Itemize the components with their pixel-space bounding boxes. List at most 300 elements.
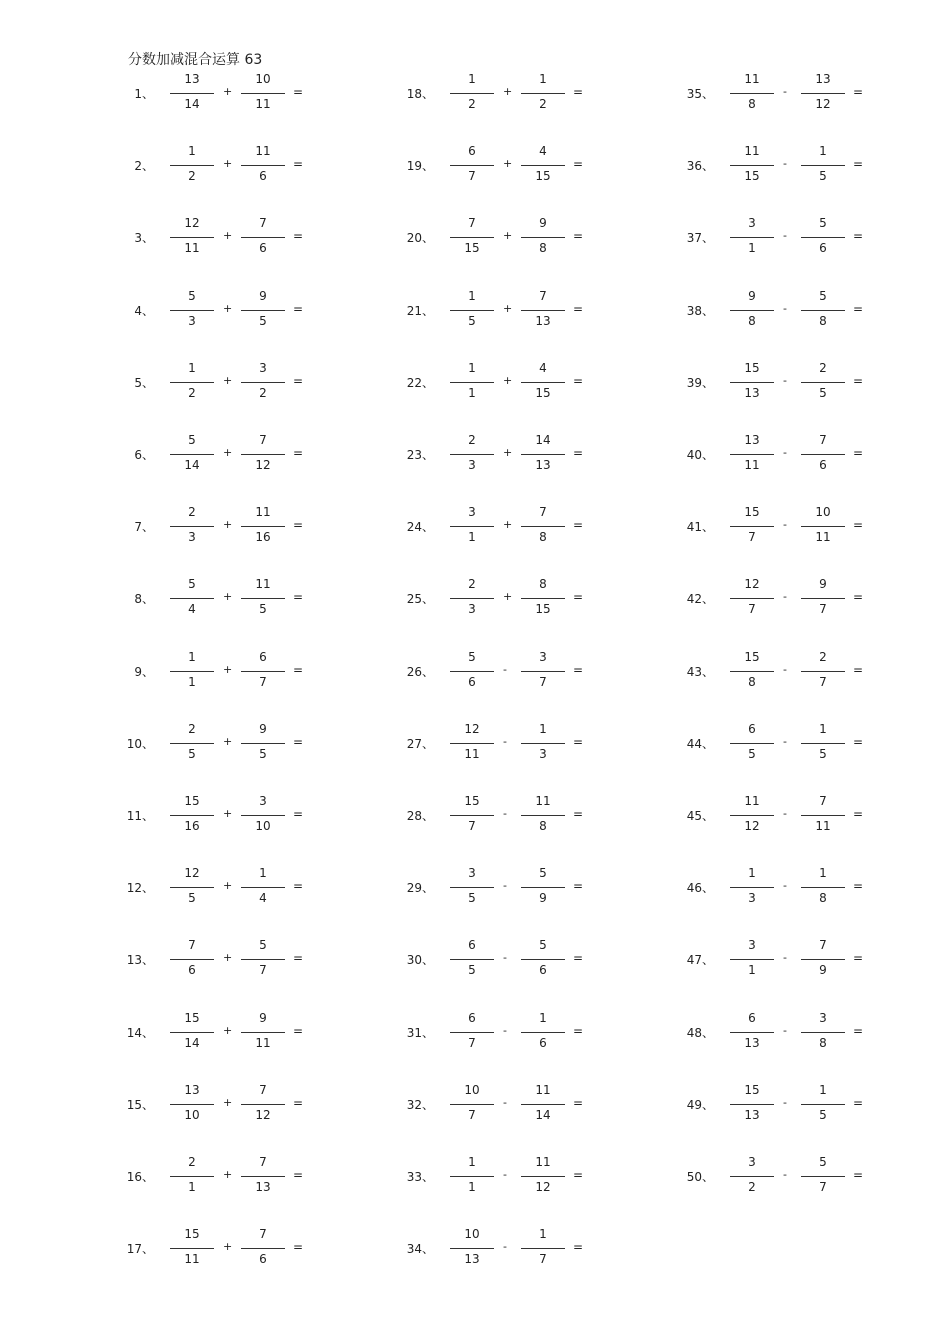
operator-sign: + [503,229,513,243]
denominator: 1 [468,530,476,545]
equals-sign: = [293,1168,304,1182]
numerator: 7 [188,938,196,953]
first-fraction [170,1155,214,1198]
first-fraction [170,360,214,404]
denominator: 10 [255,819,271,833]
equals-sign: = [573,1023,584,1038]
operator-sign: + [503,518,513,532]
denominator: 11 [464,746,480,761]
fraction-bar [801,1176,845,1177]
first-fraction [730,288,774,332]
denominator: 6 [259,241,267,256]
equals-sign: = [293,301,304,316]
second-fraction [521,433,565,476]
denominator: 9 [819,963,827,978]
numerator: 12 [464,721,480,736]
problem-row [126,1010,310,1054]
second-fraction [521,288,565,332]
fraction-bar [241,1248,285,1249]
denominator: 6 [819,241,827,256]
problem-row [406,360,590,404]
numerator: 11 [535,794,551,808]
numerator: 11 [535,1155,551,1169]
denominator: 5 [819,746,827,761]
numerator: 15 [184,794,200,808]
equals-sign: = [853,157,864,172]
denominator: 6 [259,169,267,184]
equals-sign: = [853,85,864,99]
numerator: 3 [748,1155,756,1169]
fraction-bar [170,310,214,311]
operator-sign: - [503,1168,507,1181]
fraction-bar [521,743,565,744]
numerator: 12 [184,216,200,231]
numerator: 3 [468,505,476,520]
denominator: 5 [259,602,267,617]
second-fraction [801,144,845,187]
denominator: 1 [188,1180,196,1194]
problem-number: 16、 [126,1170,154,1184]
problem-number: 22、 [406,375,434,390]
numerator: 7 [259,216,267,231]
operator-sign: - [783,446,787,459]
equals-sign: = [573,1095,584,1110]
fraction-bar [450,815,494,816]
denominator: 5 [748,746,756,761]
fraction-bar [730,1176,774,1177]
denominator: 7 [819,674,827,689]
numerator: 3 [468,866,476,881]
problem-row [126,1082,310,1126]
numerator: 6 [468,938,476,953]
equals-sign: = [573,373,584,388]
denominator: 12 [255,458,271,472]
numerator: 5 [819,1155,827,1169]
fraction-bar [450,1176,494,1177]
fraction-bar [450,310,494,311]
second-fraction [801,938,845,981]
fraction-bar [521,310,565,311]
denominator: 7 [539,674,547,689]
fraction-bar [450,1104,494,1105]
denominator: 7 [259,963,267,978]
problem-row [126,794,310,837]
equals-sign: = [573,734,584,749]
operator-sign: + [503,590,513,604]
numerator: 5 [539,938,547,953]
denominator: 6 [539,1035,547,1050]
fraction-bar [450,237,494,238]
equals-sign: = [853,1095,864,1110]
numerator: 11 [255,577,271,592]
problem-number: 39、 [686,375,714,390]
problem-row [406,1155,590,1198]
second-fraction [521,72,565,115]
operator-sign: + [223,157,233,171]
numerator: 12 [744,577,760,592]
fraction-bar [801,743,845,744]
second-fraction [801,288,845,332]
problem-number: 14、 [126,1025,154,1040]
second-fraction [521,505,565,548]
second-fraction [521,577,565,620]
problem-row [130,216,310,259]
second-fraction [241,866,285,909]
fraction-bar [730,743,774,744]
equals-sign: = [293,1240,304,1255]
denominator: 11 [744,458,760,472]
first-fraction [170,216,214,259]
denominator: 5 [188,891,196,906]
problem-number: 46、 [686,881,714,896]
first-fraction [730,216,774,259]
problem-number: 33、 [406,1170,434,1184]
problem-row [126,721,310,765]
operator-sign: + [223,1095,233,1109]
numerator: 7 [259,1082,267,1097]
numerator: 1 [819,144,827,159]
numerator: 6 [748,721,756,736]
second-fraction [241,721,285,765]
fraction-bar [801,165,845,166]
operator-sign: - [783,301,787,315]
second-fraction [241,433,285,476]
numerator: 11 [744,72,760,86]
first-fraction [450,1010,494,1054]
denominator: 12 [744,819,760,833]
denominator: 12 [255,1107,271,1122]
numerator: 6 [259,649,267,664]
denominator: 13 [744,1107,760,1122]
fraction-bar [521,237,565,238]
operator-sign: + [223,85,233,98]
fraction-bar [241,165,285,166]
numerator: 1 [188,360,196,375]
denominator: 7 [748,602,756,617]
denominator: 13 [535,313,551,328]
denominator: 6 [188,963,196,978]
numerator: 1 [468,1155,476,1169]
denominator: 7 [539,1252,547,1267]
equals-sign: = [293,590,304,605]
denominator: 14 [184,458,200,472]
denominator: 14 [535,1107,551,1122]
problem-number: 6、 [134,448,154,462]
first-fraction [170,721,214,765]
problem-row [686,649,870,693]
second-fraction [241,649,285,693]
first-fraction [170,72,214,115]
numerator: 11 [744,144,760,159]
problem-number: 26、 [406,664,434,679]
denominator: 13 [744,385,760,400]
equals-sign: = [853,301,864,316]
first-fraction [730,144,774,187]
first-fraction [730,794,774,837]
problem-number: 4、 [134,303,154,318]
operator-sign: + [223,662,233,676]
numerator: 12 [184,866,200,881]
fraction-bar [450,1248,494,1249]
denominator: 4 [188,602,196,617]
problem-number: 7、 [134,520,154,535]
problem-row [406,866,590,909]
first-fraction [450,72,494,115]
fraction-bar [801,1104,845,1105]
denominator: 11 [255,1035,271,1050]
fraction-bar [730,526,774,527]
first-fraction [170,288,214,332]
problem-row [406,72,590,115]
problem-row [406,288,590,332]
second-fraction [801,1010,845,1054]
denominator: 8 [539,530,547,545]
first-fraction [450,938,494,981]
operator-sign: - [783,1095,787,1109]
equals-sign: = [573,446,584,460]
problem-row [126,866,310,909]
numerator: 11 [744,794,760,808]
problem-row [406,505,590,548]
operator-sign: + [503,301,513,315]
problem-row [406,1010,590,1054]
first-fraction [730,1155,774,1198]
operator-sign: + [503,373,513,387]
denominator: 13 [464,1252,480,1267]
operator-sign: + [223,301,233,315]
fraction-bar [170,1104,214,1105]
problem-number: 20、 [406,231,434,246]
second-fraction [521,938,565,981]
denominator: 7 [748,530,756,545]
problem-number: 8、 [134,592,154,607]
operator-sign: - [783,807,787,820]
problem-row [406,144,590,187]
denominator: 5 [819,385,827,400]
operator-sign: - [783,734,787,748]
fraction-bar [241,237,285,238]
denominator: 6 [819,458,827,472]
fraction-bar [521,165,565,166]
numerator: 9 [539,216,547,231]
fraction-bar [801,598,845,599]
problem-row [406,1082,590,1126]
numerator: 13 [744,433,760,447]
fraction-bar [241,743,285,744]
problem-number: 23、 [406,448,434,462]
numerator: 11 [255,144,271,159]
first-fraction [730,649,774,693]
problem-row [406,794,590,837]
page-title: 分数加减混合运算 63 [128,52,263,68]
operator-sign: - [503,807,507,820]
first-fraction [730,721,774,765]
equals-sign: = [293,1095,304,1110]
numerator: 4 [539,144,547,159]
numerator: 1 [188,144,196,159]
denominator: 5 [468,313,476,328]
denominator: 5 [819,169,827,184]
denominator: 6 [259,1252,267,1267]
numerator: 1 [539,1227,547,1242]
denominator: 5 [819,1107,827,1122]
problem-row [406,433,590,476]
second-fraction [241,1155,285,1198]
numerator: 15 [744,1082,760,1097]
operator-sign: - [783,85,787,98]
operator-sign: - [783,518,787,532]
first-fraction [730,1010,774,1054]
numerator: 2 [188,505,196,520]
numerator: 9 [819,577,827,592]
equals-sign: = [853,879,864,894]
numerator: 11 [255,505,271,520]
problem-row [686,1010,870,1054]
equals-sign: = [853,373,864,388]
numerator: 9 [259,721,267,736]
fraction-bar [730,815,774,816]
equals-sign: = [573,157,584,172]
numerator: 1 [468,360,476,375]
fraction-bar [170,165,214,166]
numerator: 4 [539,360,547,375]
numerator: 2 [468,433,476,447]
operator-sign: - [783,1168,787,1181]
problem-row [406,721,590,765]
first-fraction [450,577,494,620]
first-fraction [730,938,774,981]
problem-number: 13、 [126,953,154,968]
second-fraction [801,1082,845,1126]
equals-sign: = [293,373,304,388]
problem-number: 21、 [406,303,434,318]
equals-sign: = [853,518,864,533]
operator-sign: + [223,879,233,893]
second-fraction [241,288,285,332]
denominator: 5 [188,746,196,761]
first-fraction [730,577,774,620]
operator-sign: + [223,590,233,604]
numerator: 15 [744,505,760,520]
first-fraction [170,1082,214,1126]
numerator: 7 [819,433,827,447]
fraction-bar [241,959,285,960]
fraction-bar [450,598,494,599]
second-fraction [801,216,845,259]
problem-number: 1、 [134,87,154,101]
problem-row [126,1227,310,1270]
denominator: 12 [535,1180,551,1194]
denominator: 16 [255,530,271,545]
problem-number: 28、 [406,809,434,823]
equals-sign: = [573,1240,584,1255]
second-fraction [521,866,565,909]
fraction-bar [450,671,494,672]
denominator: 8 [539,819,547,833]
numerator: 7 [468,216,476,231]
second-fraction [801,72,845,115]
problem-row [130,72,310,115]
numerator: 7 [259,1155,267,1169]
problem-number: 36、 [686,159,714,174]
equals-sign: = [573,590,584,605]
problem-number: 40、 [686,448,714,462]
denominator: 2 [259,385,267,400]
denominator: 3 [539,746,547,761]
numerator: 11 [535,1082,551,1097]
denominator: 5 [259,313,267,328]
problem-number: 24、 [406,520,434,535]
problem-number: 32、 [406,1097,434,1112]
second-fraction [521,1082,565,1126]
equals-sign: = [853,662,864,677]
operator-sign: + [223,734,233,748]
first-fraction [170,794,214,837]
problem-row [686,577,870,620]
numerator: 1 [539,1010,547,1025]
second-fraction [241,794,285,837]
second-fraction [241,72,285,115]
fraction-bar [521,93,565,94]
numerator: 1 [748,866,756,881]
numerator: 6 [468,144,476,159]
denominator: 3 [188,313,196,328]
fraction-bar [521,382,565,383]
denominator: 13 [535,458,551,472]
fraction-bar [450,454,494,455]
equals-sign: = [573,951,584,966]
problem-number: 50、 [686,1170,714,1184]
denominator: 7 [468,1035,476,1050]
numerator: 10 [255,72,271,86]
numerator: 6 [468,1010,476,1025]
operator-sign: + [223,446,233,459]
problem-row [686,505,870,548]
second-fraction [241,577,285,620]
fraction-bar [450,743,494,744]
fraction-bar [801,454,845,455]
fraction-bar [521,815,565,816]
problem-number: 19、 [406,159,434,174]
problem-number: 9、 [134,664,154,679]
operator-sign: - [783,879,787,893]
operator-sign: - [503,1023,507,1037]
fraction-bar [521,1104,565,1105]
second-fraction [801,505,845,548]
numerator: 9 [748,288,756,303]
numerator: 7 [259,1227,267,1242]
numerator: 5 [188,433,196,447]
operator-sign: + [223,1168,233,1181]
problem-number: 47、 [686,953,714,968]
equals-sign: = [293,879,304,894]
problem-row [686,288,870,332]
denominator: 16 [184,819,200,833]
numerator: 10 [464,1082,480,1097]
equals-sign: = [853,1168,864,1182]
fraction-bar [521,1032,565,1033]
equals-sign: = [573,518,584,533]
denominator: 5 [468,963,476,978]
numerator: 1 [468,72,476,86]
first-fraction [170,1010,214,1054]
numerator: 3 [819,1010,827,1025]
equals-sign: = [293,518,304,533]
first-fraction [450,360,494,404]
fraction-bar [801,526,845,527]
fraction-bar [801,815,845,816]
problem-row [406,938,590,981]
